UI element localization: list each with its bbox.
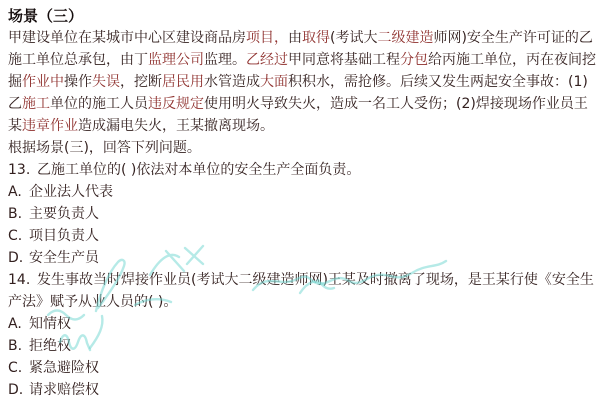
question-stem-text: 产法》赋予从业人员的( )。 — [8, 294, 178, 310]
option-text: 企业法人代表 — [29, 184, 113, 200]
question-stem — [8, 291, 608, 313]
text-segment: 给丙施工单位，丙在夜间挖 — [428, 52, 596, 68]
text-segment: 乙经过 — [246, 52, 288, 68]
scenario-line — [8, 93, 608, 115]
option-letter: D. — [8, 250, 24, 266]
option-row — [8, 357, 608, 379]
text-segment: 项目， — [246, 30, 288, 46]
text-segment: 单位的施工人员 — [50, 96, 148, 112]
option-row — [8, 247, 608, 269]
scenario-title: 场景（三） — [8, 7, 84, 25]
text-segment: 掘 — [8, 74, 22, 90]
option-letter: A. — [8, 316, 22, 332]
question-stem — [8, 159, 608, 181]
option-row — [8, 335, 608, 357]
text-segment: 分包 — [400, 52, 428, 68]
text-segment: 违反规定 — [148, 96, 204, 112]
text-segment: 违章作业 — [22, 118, 78, 134]
question-stem-text: 发生事故当时焊接作业员(考试大二级建造师网)王某及时撤离了现场，是王某行使《安全生 — [37, 272, 594, 288]
text-segment: 取得 — [302, 30, 330, 46]
intro-line — [8, 137, 608, 159]
option-letter: B. — [8, 206, 23, 222]
scenario-line — [8, 71, 608, 93]
option-letter: D. — [8, 382, 24, 398]
text-segment: 居民用 — [162, 74, 204, 90]
text-segment: 监理公司 — [148, 52, 204, 68]
option-row — [8, 181, 608, 203]
question-stem-text: 乙施工单位的( )依法对本单位的安全生产全面负责。 — [37, 162, 361, 178]
option-text: 请求赔偿权 — [29, 382, 99, 398]
option-text: 拒绝权 — [29, 338, 71, 354]
text-segment: 大面 — [260, 74, 288, 90]
text-segment: 操作 — [64, 74, 92, 90]
option-letter: C. — [8, 360, 23, 376]
text-segment: 某 — [8, 118, 22, 134]
text-segment: 师网)安全生产许可证的乙 — [433, 30, 593, 46]
scenario-line — [8, 27, 608, 49]
question-stem — [8, 269, 608, 291]
scenario-body — [8, 27, 608, 401]
option-row — [8, 313, 608, 335]
option-text: 紧急避险权 — [29, 360, 99, 376]
option-text: 项目负责人 — [29, 228, 99, 244]
text-segment: 失误 — [92, 74, 120, 90]
option-text: 安全生产员 — [29, 250, 99, 266]
option-text: 主要负责人 — [29, 206, 99, 222]
text-segment: 作业中 — [22, 74, 64, 90]
intro-text: 根据场景(三)，回答下列问题。 — [8, 140, 201, 156]
text-segment: 造成漏电失火，王某撤离现场。 — [78, 118, 274, 134]
option-row — [8, 203, 608, 225]
text-segment: 施工 — [22, 96, 50, 112]
option-row — [8, 379, 608, 401]
text-segment: (考试大 — [330, 30, 378, 46]
text-segment: 水管造成 — [204, 74, 260, 90]
text-segment: ，挖断 — [120, 74, 162, 90]
text-segment: 由 — [288, 30, 302, 46]
text-segment: 二级建造 — [377, 30, 434, 46]
option-row — [8, 225, 608, 247]
question-number: 13. — [8, 162, 31, 178]
option-letter: C. — [8, 228, 23, 244]
text-segment: 使用明火导致失火，造成一名工人受伤；(2)焊接现场作业员王 — [204, 96, 588, 112]
option-letter: A. — [8, 184, 22, 200]
text-segment: 乙 — [8, 96, 22, 112]
option-letter: B. — [8, 338, 23, 354]
text-segment: 监理。 — [204, 52, 246, 68]
text-segment: 积积水，需抢修。后续又发生两起安全事故：(1) — [288, 74, 588, 90]
question-number: 14. — [8, 272, 31, 288]
text-segment: 甲同意将基础工程 — [288, 52, 400, 68]
scenario-line — [8, 49, 608, 71]
text-segment: 施工单位总承包，由丁 — [8, 52, 148, 68]
option-text: 知情权 — [29, 316, 71, 332]
text-segment: 甲建设单位在某城市中心区建设商品房 — [8, 30, 246, 46]
scenario-line — [8, 115, 608, 137]
